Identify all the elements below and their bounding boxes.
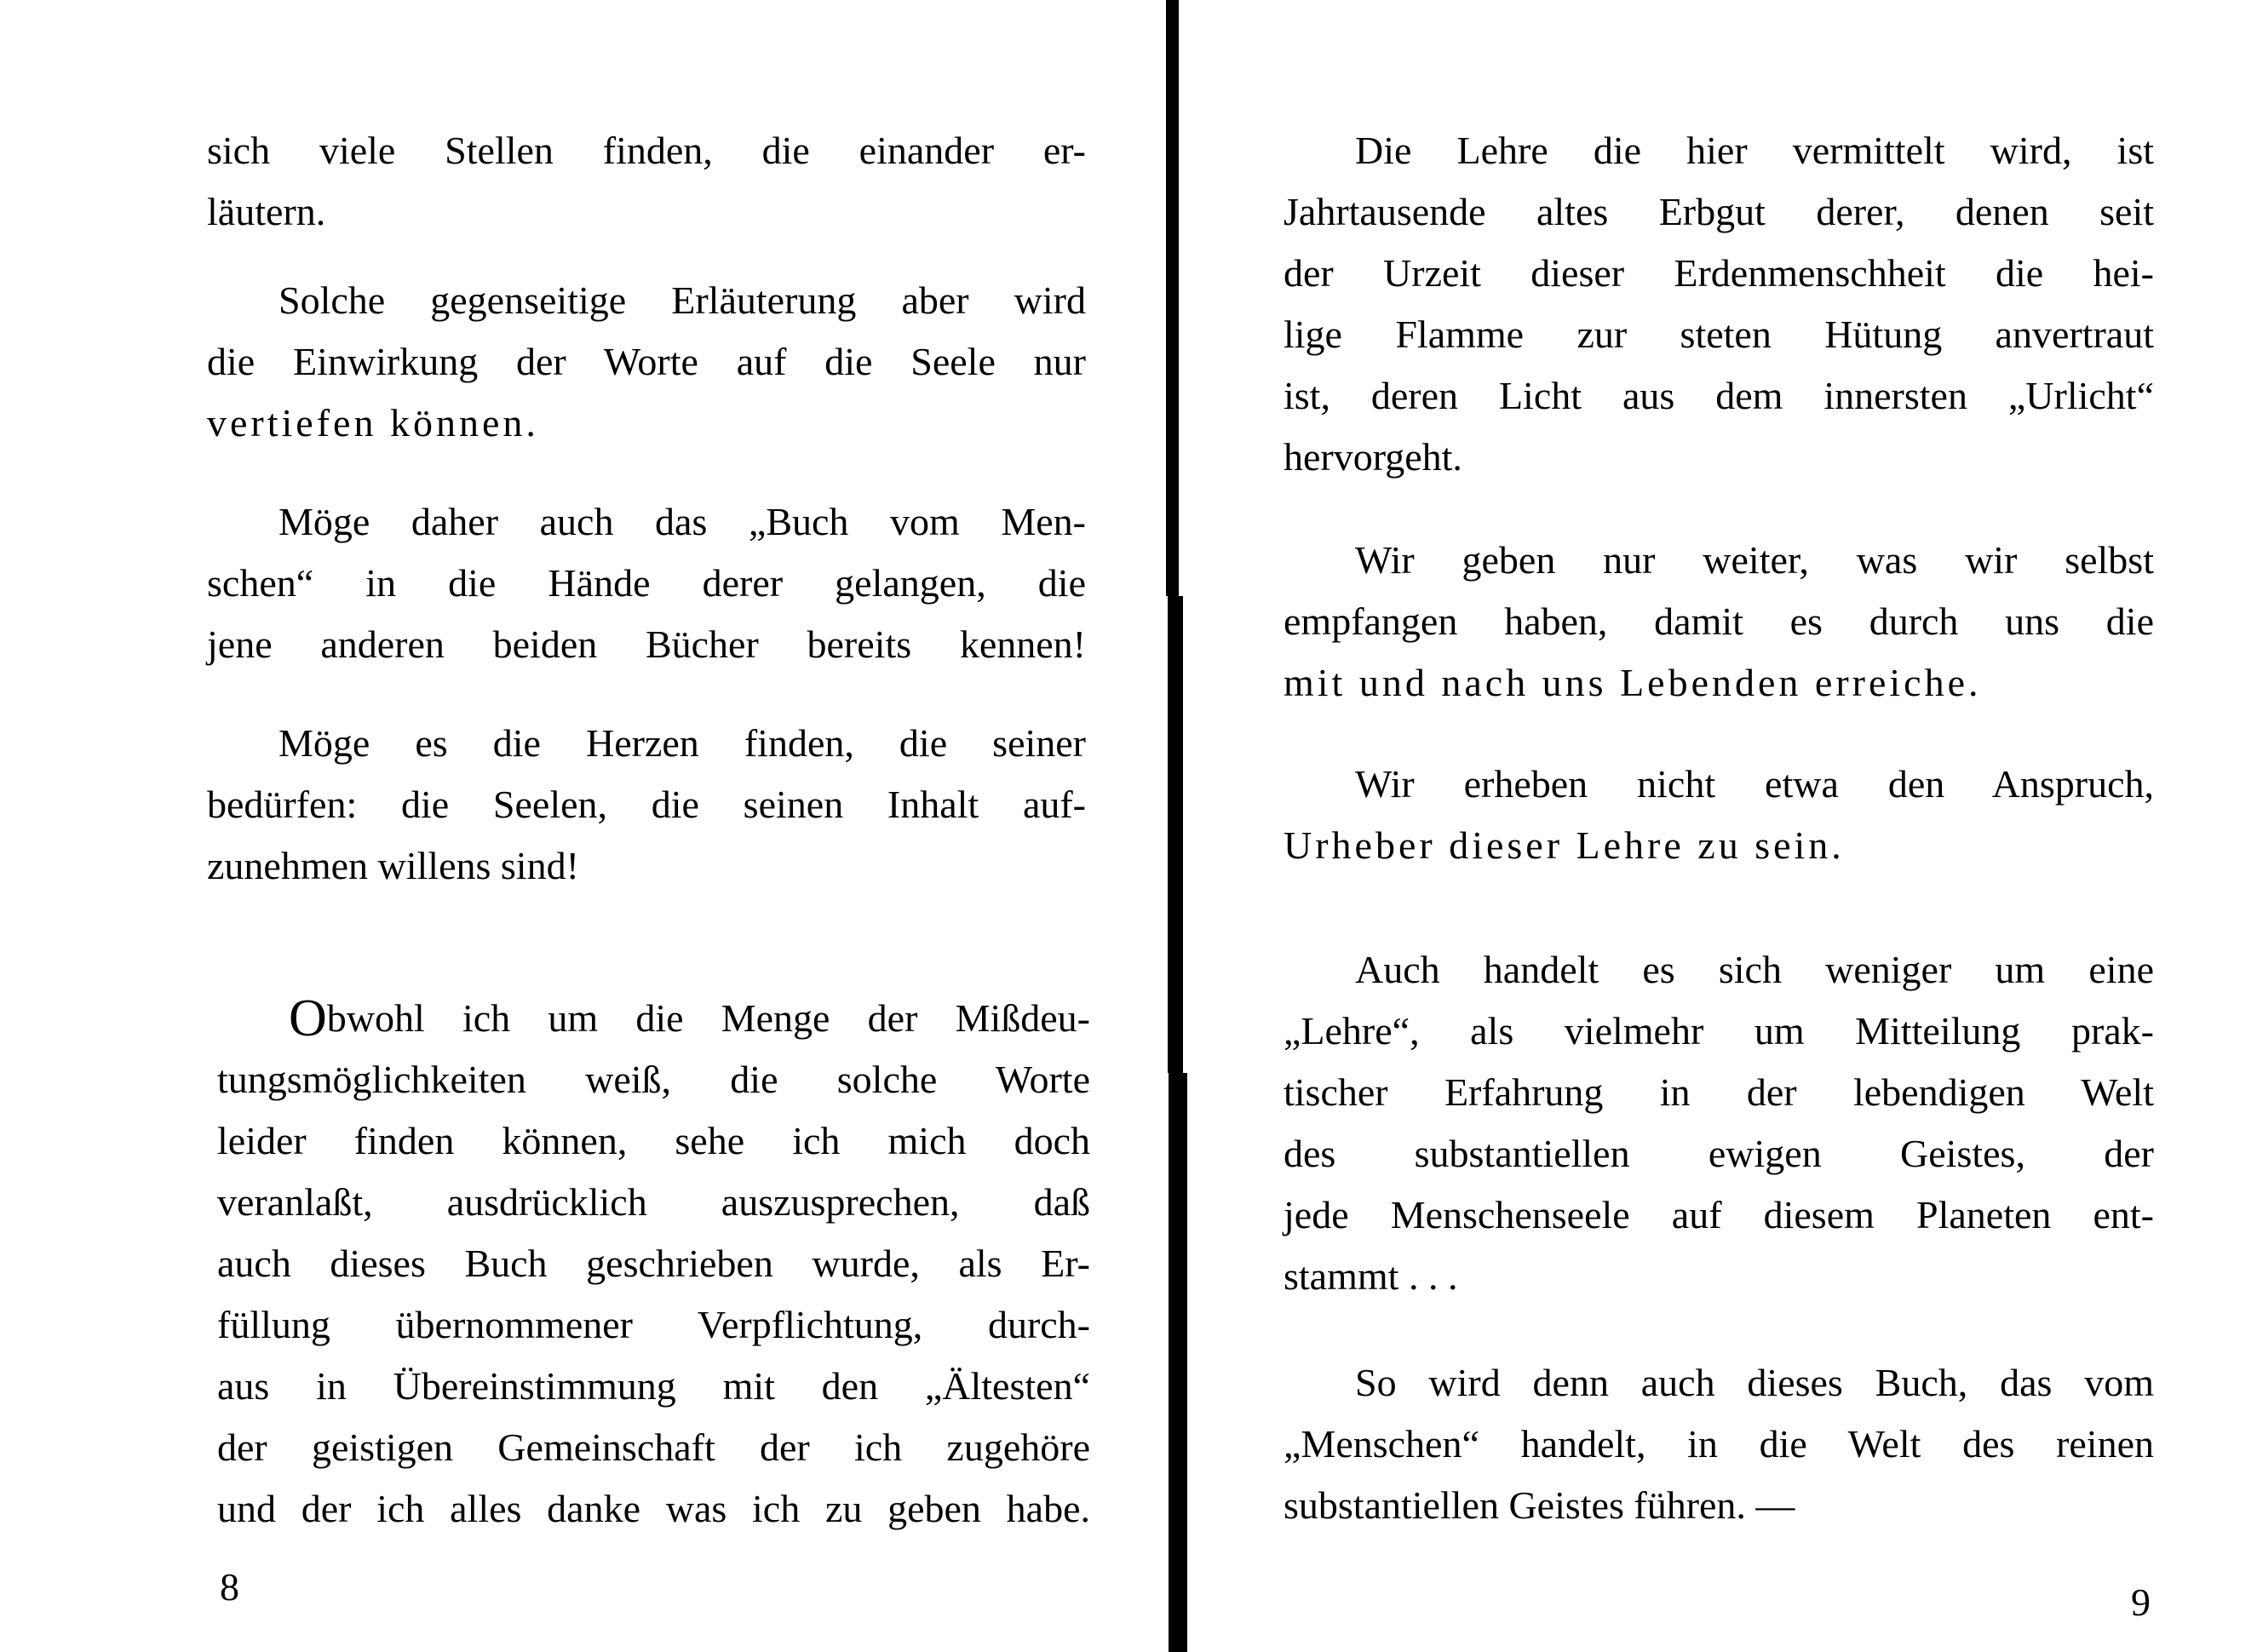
text-line [217, 988, 1090, 1049]
text-line: aus in Übereinstimmung mit den „Ältesten“ [217, 1364, 1090, 1408]
text-line: Möge es die Herzen finden, die seiner [279, 721, 1086, 765]
text-line: auch dieses Buch geschrieben wurde, als Er- [217, 1242, 1090, 1285]
text-line: des substantiellen ewigen Geistes, der [1284, 1132, 2154, 1175]
text-line: „Lehre“, als vielmehr um Mitteilung prak- [1284, 1009, 2154, 1053]
paragraph [1284, 939, 2154, 1307]
text-line: der geistigen Gemeinschaft der ich zugehöre [217, 1425, 1090, 1469]
paragraph [207, 120, 1086, 243]
paragraph [1284, 1352, 2154, 1536]
text-line-content: bwohl ich um die Menge der Mißdeu- [326, 996, 1090, 1040]
text-line: Auch handelt es sich weniger um eine [1355, 948, 2154, 991]
text-line: Die Lehre die hier vermittelt wird, ist [1355, 129, 2154, 172]
drop-cap: O [289, 989, 327, 1047]
text-line: stammt . . . [1284, 1254, 1458, 1298]
text-line: tischer Erfahrung in der lebendigen Welt [1284, 1070, 2154, 1114]
text-line: „Menschen“ handelt, in die Welt des reinen [1284, 1422, 2154, 1466]
text-line: hervorgeht. [1284, 435, 1462, 479]
text-line: bedürfen: die Seelen, die seinen Inhalt auf- [207, 783, 1086, 826]
text-line: läutern. [207, 190, 326, 233]
paragraph [1284, 754, 2154, 876]
book-gutter-shadow [1166, 0, 1179, 596]
page-number: 8 [220, 1565, 239, 1609]
paragraph [1284, 120, 2154, 488]
text-line: schen“ in die Hände derer gelangen, die [207, 561, 1086, 605]
page-number: 9 [2131, 1580, 2151, 1624]
text-line: ist, deren Licht aus dem innersten „Urlicht“ [1284, 374, 2154, 417]
text-line: zunehmen willens sind! [207, 844, 579, 887]
text-line: leider finden können, sehe ich mich doch [217, 1119, 1090, 1162]
text-line: Möge daher auch das „Buch vom Men- [279, 500, 1086, 543]
text-line: und der ich alles danke was ich zu geben habe. [217, 1487, 1090, 1530]
text-line: empfangen haben, damit es durch uns die [1284, 599, 2154, 643]
text-line: substantiellen Geistes führen. — [1284, 1483, 1795, 1527]
text-line: tungsmöglichkeiten weiß, die solche Worte [217, 1058, 1090, 1101]
paragraph [207, 713, 1086, 897]
text-line: Urheber dieser Lehre zu sein. [1284, 823, 1845, 867]
text-line: Wir geben nur weiter, was wir selbst [1355, 538, 2154, 582]
text-line: sich viele Stellen finden, die einander er- [207, 129, 1086, 172]
text-line: So wird denn auch dieses Buch, das vom [1355, 1361, 2154, 1404]
text-line: Jahrtausende altes Erbgut derer, denen seit [1284, 190, 2154, 233]
book-gutter-shadow [1168, 596, 1183, 1073]
text-line: der Urzeit dieser Erdenmenschheit die hei- [1284, 251, 2154, 295]
text-line: die Einwirkung der Worte auf die Seele nur [207, 340, 1086, 383]
paragraph [1284, 530, 2154, 714]
text-line: jede Menschenseele auf diesem Planeten ent- [1284, 1193, 2154, 1236]
paragraph [207, 491, 1086, 675]
text-line: vertiefen können. [207, 401, 539, 445]
text-line: Wir erheben nicht etwa den Anspruch, [1355, 762, 2154, 806]
text-line: veranlaßt, ausdrücklich auszusprechen, daß [217, 1180, 1090, 1224]
right-page [1184, 0, 2257, 1652]
text-line: mit und nach uns Lebenden erreiche. [1284, 661, 1982, 704]
text-line: lige Flamme zur steten Hütung anvertraut [1284, 313, 2154, 356]
paragraph [217, 988, 1090, 1540]
text-line: jene anderen beiden Bücher bereits kennen! [207, 622, 1086, 666]
text-line: füllung übernommener Verpflichtung, durch- [217, 1303, 1090, 1346]
text-line: Solche gegenseitige Erläuterung aber wird [279, 278, 1086, 322]
paragraph [207, 270, 1086, 454]
